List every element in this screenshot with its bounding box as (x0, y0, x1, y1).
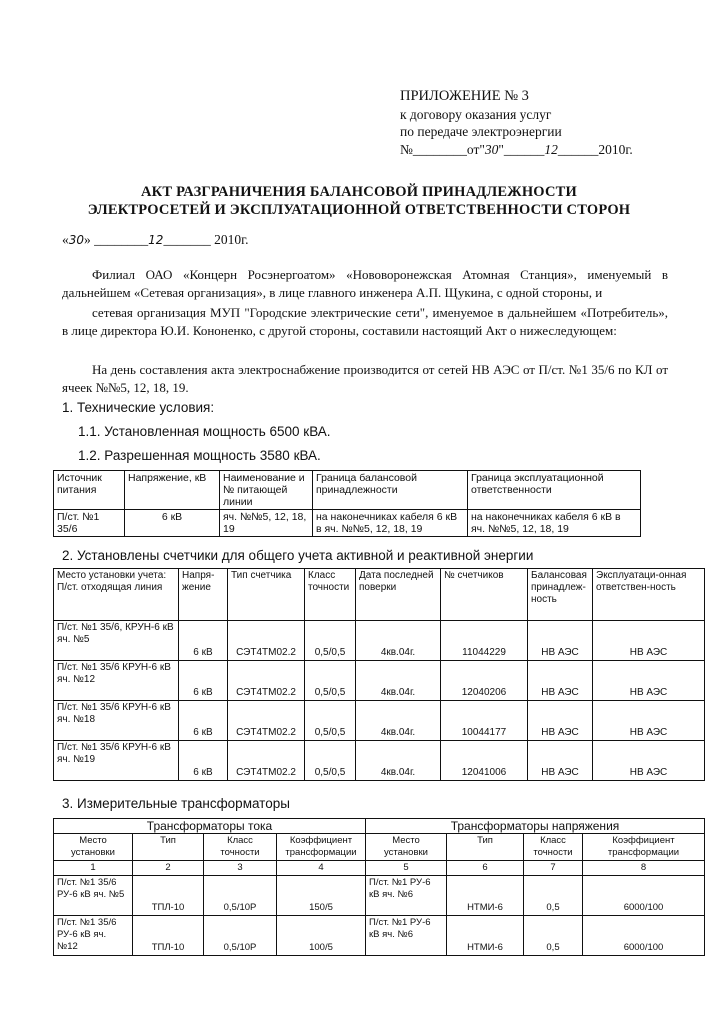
contract-number-prefix: №________от" (400, 141, 485, 157)
col-meter-check-date: Дата последней поверки (356, 569, 441, 621)
col-vt-ratio: Коэффициент трансформации (583, 834, 705, 861)
cell-type: СЭТ4ТМ02.2 (228, 741, 305, 781)
act-date (62, 232, 248, 248)
col-meter-type: Тип счетчика (228, 569, 305, 621)
col-number: 2 (133, 861, 204, 876)
cell-check-date: 4кв.04г. (356, 661, 441, 701)
transformers-table-header (54, 834, 705, 861)
cell-number: 12041006 (441, 741, 528, 781)
col-number: 4 (277, 861, 366, 876)
cell-vt-location: П/ст. №1 РУ-6 кВ яч. №6 (366, 916, 447, 956)
cell-balance-boundary: на наконечниках кабеля 6 кВ в яч. №№5, 12, 18, 19 (313, 510, 468, 537)
contract-day: 30 (484, 141, 499, 157)
meters-table (53, 568, 705, 781)
col-ct-ratio: Коэффициент трансформации (277, 834, 366, 861)
cell-check-date: 4кв.04г. (356, 621, 441, 661)
table-row (54, 741, 705, 781)
cell-ct-location: П/ст. №1 35/6 РУ-6 кВ яч. №5 (54, 876, 133, 916)
cell-ct-class: 0,5/10Р (204, 916, 277, 956)
transformers-group-header (54, 819, 705, 834)
act-title-line2: ЭЛЕКТРОСЕТЕЙ И ЭКСПЛУАТАЦИОННОЙ ОТВЕТСТВЕННОСТИ СТОРОН (87, 202, 631, 218)
cell-vt-location: П/ст. №1 РУ-6 кВ яч. №6 (366, 876, 447, 916)
cell-balance: НВ АЭС (528, 661, 593, 701)
col-meter-voltage: Напря-жение (179, 569, 228, 621)
col-ct-location: Место установки (54, 834, 133, 861)
table-row (54, 876, 705, 916)
col-vt-type: Тип (447, 834, 524, 861)
cell-type: СЭТ4ТМ02.2 (228, 661, 305, 701)
cell-balance: НВ АЭС (528, 701, 593, 741)
table-row (54, 621, 705, 661)
col-meter-number: № счетчиков (441, 569, 528, 621)
cell-voltage: 6 кВ (179, 741, 228, 781)
col-meter-location: Место установки учета: П/ст. отходящая линия (54, 569, 179, 621)
cell-ct-type: ТПЛ-10 (133, 876, 204, 916)
col-number: 7 (524, 861, 583, 876)
contract-month: 12 (544, 141, 558, 157)
cell-vt-type: НТМИ-6 (447, 876, 524, 916)
voltage-transformers-group: Трансформаторы напряжения (366, 819, 705, 834)
cell-ct-ratio: 150/5 (277, 876, 366, 916)
cell-number: 12040206 (441, 661, 528, 701)
cell-class: 0,5/0,5 (305, 661, 356, 701)
date-mid: » ________ (84, 232, 149, 247)
col-vt-class: Класс точности (524, 834, 583, 861)
contract-date-mid: "______ (498, 141, 545, 157)
cell-vt-class: 0,5 (524, 876, 583, 916)
appendix-header (400, 88, 633, 158)
col-number: 5 (366, 861, 447, 876)
cell-class: 0,5/0,5 (305, 741, 356, 781)
transformers-table (53, 818, 705, 956)
table-row (54, 661, 705, 701)
date-open-quote: « (62, 232, 69, 247)
table-row (54, 510, 641, 537)
cell-operation: НВ АЭС (593, 621, 705, 661)
cell-operation: НВ АЭС (593, 741, 705, 781)
cell-vt-type: НТМИ-6 (447, 916, 524, 956)
cell-feeder: яч. №№5, 12, 18, 19 (220, 510, 313, 537)
cell-voltage: 6 кВ (179, 701, 228, 741)
appendix-service-line: по передаче электроэнергии (400, 124, 562, 139)
col-feeder: Наименование и № питающей линии (220, 471, 313, 510)
act-title-line1: АКТ РАЗГРАНИЧЕНИЯ БАЛАНСОВОЙ ПРИНАДЛЕЖНОСТИ (140, 184, 577, 200)
cell-ct-location: П/ст. №1 35/6 РУ-6 кВ яч. №12 (54, 916, 133, 956)
col-number: 3 (204, 861, 277, 876)
cell-voltage: 6 кВ (179, 661, 228, 701)
cell-location: П/ст. №1 35/6 КРУН-6 кВ яч. №19 (54, 741, 179, 781)
section-1-title: 1. Технические условия: (62, 400, 215, 415)
date-month: 12 (148, 233, 164, 247)
cell-check-date: 4кв.04г. (356, 701, 441, 741)
col-source: Источник питания (54, 471, 125, 510)
cell-location: П/ст. №1 35/6 КРУН-6 кВ яч. №12 (54, 661, 179, 701)
current-transformers-group: Трансформаторы тока (54, 819, 366, 834)
act-title (0, 183, 718, 219)
cell-ct-class: 0,5/10Р (204, 876, 277, 916)
cell-vt-ratio: 6000/100 (583, 876, 705, 916)
col-number: 1 (54, 861, 133, 876)
col-voltage: Напряжение, кВ (125, 471, 220, 510)
cell-class: 0,5/0,5 (305, 701, 356, 741)
cell-voltage: 6 кВ (125, 510, 220, 537)
col-meter-balance: Балансовая принадлеж-ность (528, 569, 593, 621)
appendix-contract-line: к договору оказания услуг (400, 106, 552, 122)
party-2-paragraph: сетевая организация МУП "Городские электрические сети", именуемое в дальнейшем «Потребитель», в лице директора Ю.И. Кононенко, с другой стороны, составили настоящий Акт о нижеследующем: (62, 305, 668, 338)
col-operation-boundary: Граница эксплуатационной ответственности (468, 471, 641, 510)
installed-capacity: 1.1. Установленная мощность 6500 кВА. (78, 424, 331, 439)
table-row (54, 916, 705, 956)
col-meter-operation: Эксплуатаци-онная ответствен-ность (593, 569, 705, 621)
cell-operation: НВ АЭС (593, 701, 705, 741)
boundary-table-header (54, 471, 641, 510)
column-numbers-row (54, 861, 705, 876)
col-number: 6 (447, 861, 524, 876)
cell-operation: НВ АЭС (593, 661, 705, 701)
cell-check-date: 4кв.04г. (356, 741, 441, 781)
cell-type: СЭТ4ТМ02.2 (228, 701, 305, 741)
date-year: _______ 2010г. (163, 232, 249, 247)
section-2-title: 2. Установлены счетчики для общего учета активной и реактивной энергии (62, 548, 534, 563)
col-number: 8 (583, 861, 705, 876)
cell-vt-class: 0,5 (524, 916, 583, 956)
cell-vt-ratio: 6000/100 (583, 916, 705, 956)
permitted-capacity: 1.2. Разрешенная мощность 3580 кВА. (78, 448, 321, 463)
table-row (54, 701, 705, 741)
cell-ct-ratio: 100/5 (277, 916, 366, 956)
supply-paragraph: На день составления акта электроснабжение производится от сетей НВ АЭС от П/ст. №1 35/6 по КЛ от ячеек №№5, 12, 18, 19. (62, 362, 668, 395)
cell-type: СЭТ4ТМ02.2 (228, 621, 305, 661)
cell-class: 0,5/0,5 (305, 621, 356, 661)
col-ct-type: Тип (133, 834, 204, 861)
cell-number: 10044177 (441, 701, 528, 741)
col-meter-class: Класс точности (305, 569, 356, 621)
cell-operation-boundary: на наконечниках кабеля 6 кВ в яч. №№5, 12, 18, 19 (468, 510, 641, 537)
cell-balance: НВ АЭС (528, 741, 593, 781)
cell-location: П/ст. №1 35/6, КРУН-6 кВ яч. №5 (54, 621, 179, 661)
cell-balance: НВ АЭС (528, 621, 593, 661)
contract-year: ______2010г. (557, 141, 633, 157)
appendix-number: ПРИЛОЖЕНИЕ № 3 (400, 88, 529, 104)
appendix-contract-number-date (400, 141, 633, 159)
cell-source: П/ст. №1 35/6 (54, 510, 125, 537)
cell-location: П/ст. №1 35/6 КРУН-6 кВ яч. №18 (54, 701, 179, 741)
col-ct-class: Класс точности (204, 834, 277, 861)
col-balance-boundary: Граница балансовой принадлежности (313, 471, 468, 510)
date-day: 30 (68, 233, 85, 247)
meters-table-header (54, 569, 705, 621)
cell-number: 11044229 (441, 621, 528, 661)
boundary-table (53, 470, 641, 537)
col-vt-location: Место установки (366, 834, 447, 861)
cell-voltage: 6 кВ (179, 621, 228, 661)
cell-ct-type: ТПЛ-10 (133, 916, 204, 956)
section-3-title: 3. Измерительные трансформаторы (62, 796, 290, 811)
party-1-paragraph: Филиал ОАО «Концерн Росэнергоатом» «Нововоронежская Атомная Станция», именуемый в дальнейшем «Сетевая организация», в лице главного инженера А.П. Щукина, с одной стороны, и (62, 267, 668, 300)
